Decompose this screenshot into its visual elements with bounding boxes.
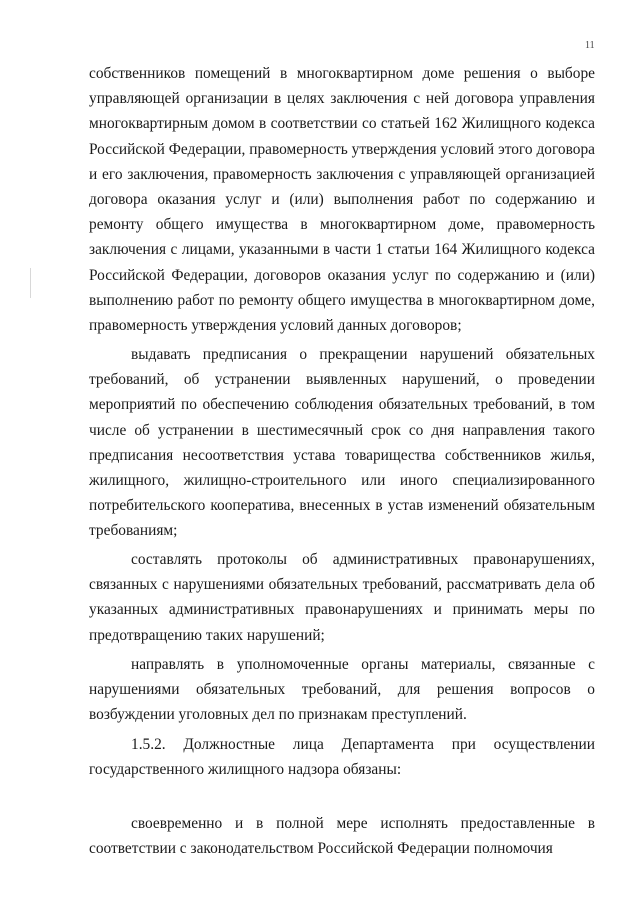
- page-number: 11: [585, 40, 595, 51]
- paragraph-3: составлять протоколы об административных правонарушениях, связанных с нарушениями обязательных требований, рассматривать дела об указанных административных правонарушениях и принимать меры по предотвращению таких нарушений;: [89, 551, 595, 644]
- paragraph-6: своевременно и в полной мере исполнять предоставленные в соответствии с законодательством Российской Федерации полномочия: [89, 815, 595, 858]
- paragraph-1: собственников помещений в многоквартирном доме решения о выборе управляющей организации в целях заключения с ней договора управления многоквартирным домом в соответствии со статьей 162 Жилищного кодекса Российской Федерации, правомерность утверждения условий этого договора и его заключения, правомерность заключения с управляющей организацией договора оказания услуг и (или) выполнения работ по содержанию и ремонту общего имущества в многоквартирном доме, правомерность заключения с лицами, указанными в части 1 статьи 164 Жилищного кодекса Российской Федерации, договоров оказания услуг по содержанию и (или) выполнению работ по ремонту общего имущества в многоквартирном доме, правомерность утверждения условий данных договоров;: [89, 65, 595, 335]
- scan-artifact: [30, 268, 31, 298]
- paragraph-4: направлять в уполномоченные органы материалы, связанные с нарушениями обязательных требований, для решения вопросов о возбуждении уголовных дел по признакам преступлений.: [89, 656, 595, 724]
- paragraph-2: выдавать предписания о прекращении нарушений обязательных требований, об устранении выявленных нарушений, о проведении мероприятий по обеспечению соблюдения обязательных требований, в том числе об устранении в шестимесячный срок со дня направления такого предписания несоответствия устава товарищества собственников жилья, жилищного, жилищно-строительного или иного специализированного потребительского кооператива, внесенных в устав изменений обязательным требованиям;: [89, 346, 595, 540]
- paragraph-5: 1.5.2. Должностные лица Департамента при осуществлении государственного жилищного надзора обязаны:: [89, 736, 595, 779]
